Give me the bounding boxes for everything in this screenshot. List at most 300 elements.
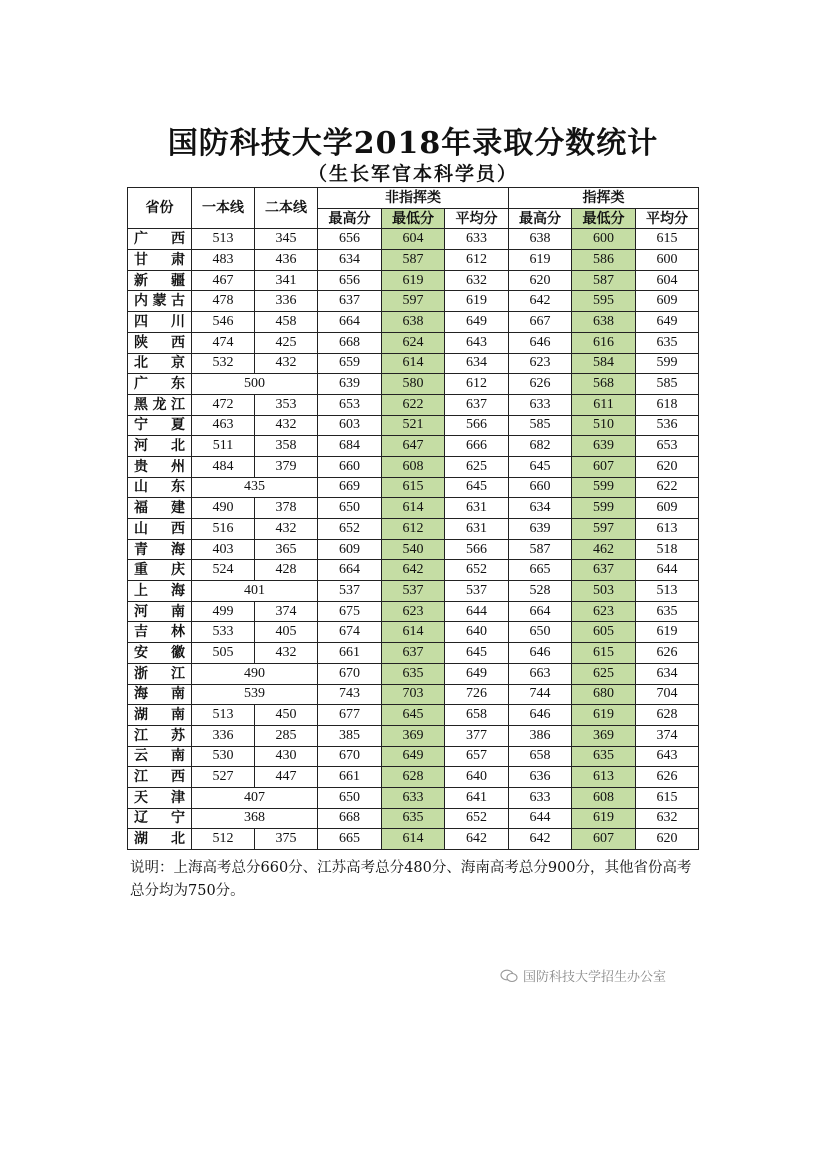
noncommand-avg-cell: 645 xyxy=(445,477,509,498)
line1-cell: 524 xyxy=(192,560,255,581)
command-avg-cell: 536 xyxy=(636,415,699,436)
noncommand-avg-cell: 566 xyxy=(445,539,509,560)
noncommand-min-cell: 628 xyxy=(382,767,445,788)
noncommand-max-cell: 675 xyxy=(318,601,382,622)
noncommand-min-cell: 645 xyxy=(382,705,445,726)
noncommand-max-cell: 668 xyxy=(318,808,382,829)
command-max-cell: 528 xyxy=(509,581,572,602)
command-avg-cell: 615 xyxy=(636,229,699,250)
noncommand-max-cell: 603 xyxy=(318,415,382,436)
table-row xyxy=(128,250,699,271)
noncommand-max-cell: 656 xyxy=(318,270,382,291)
line2-cell: 345 xyxy=(255,229,318,250)
command-min-cell: 623 xyxy=(572,601,636,622)
table-row xyxy=(128,581,699,602)
command-min-cell: 600 xyxy=(572,229,636,250)
province-cell: 山西 xyxy=(128,519,192,540)
command-avg-cell: 618 xyxy=(636,394,699,415)
noncommand-avg-cell: 377 xyxy=(445,725,509,746)
command-avg-cell: 518 xyxy=(636,539,699,560)
command-min-cell: 599 xyxy=(572,498,636,519)
line1-cell: 511 xyxy=(192,436,255,457)
header-a-min: 最低分 xyxy=(382,208,445,229)
line2-cell: 436 xyxy=(255,250,318,271)
noncommand-max-cell: 660 xyxy=(318,456,382,477)
line2-cell: 447 xyxy=(255,767,318,788)
header-line2: 二本线 xyxy=(255,188,318,229)
line2-cell: 374 xyxy=(255,601,318,622)
noncommand-avg-cell: 625 xyxy=(445,456,509,477)
table-row xyxy=(128,767,699,788)
noncommand-avg-cell: 726 xyxy=(445,684,509,705)
province-cell: 青海 xyxy=(128,539,192,560)
noncommand-min-cell: 580 xyxy=(382,374,445,395)
noncommand-avg-cell: 649 xyxy=(445,663,509,684)
line2-cell: 450 xyxy=(255,705,318,726)
header-b-avg: 平均分 xyxy=(636,208,699,229)
header-group-noncommand: 非指挥类 xyxy=(318,188,509,209)
noncommand-max-cell: 659 xyxy=(318,353,382,374)
header-row-1 xyxy=(128,188,699,209)
province-cell: 河北 xyxy=(128,436,192,457)
noncommand-avg-cell: 657 xyxy=(445,746,509,767)
province-cell: 江苏 xyxy=(128,725,192,746)
line2-cell: 285 xyxy=(255,725,318,746)
noncommand-avg-cell: 642 xyxy=(445,829,509,850)
line1-cell: 484 xyxy=(192,456,255,477)
command-avg-cell: 626 xyxy=(636,767,699,788)
header-b-min: 最低分 xyxy=(572,208,636,229)
command-avg-cell: 613 xyxy=(636,519,699,540)
command-min-cell: 599 xyxy=(572,477,636,498)
line2-cell: 432 xyxy=(255,519,318,540)
command-avg-cell: 628 xyxy=(636,705,699,726)
command-avg-cell: 626 xyxy=(636,643,699,664)
province-cell: 四川 xyxy=(128,312,192,333)
noncommand-avg-cell: 652 xyxy=(445,560,509,581)
line2-cell: 432 xyxy=(255,643,318,664)
province-cell: 贵州 xyxy=(128,456,192,477)
noncommand-min-cell: 638 xyxy=(382,312,445,333)
noncommand-max-cell: 684 xyxy=(318,436,382,457)
province-cell: 山东 xyxy=(128,477,192,498)
line2-cell: 379 xyxy=(255,456,318,477)
command-avg-cell: 620 xyxy=(636,829,699,850)
command-avg-cell: 704 xyxy=(636,684,699,705)
noncommand-min-cell: 604 xyxy=(382,229,445,250)
command-min-cell: 611 xyxy=(572,394,636,415)
noncommand-avg-cell: 640 xyxy=(445,622,509,643)
line2-cell: 365 xyxy=(255,539,318,560)
command-min-cell: 584 xyxy=(572,353,636,374)
command-avg-cell: 632 xyxy=(636,808,699,829)
line2-cell: 428 xyxy=(255,560,318,581)
table-row xyxy=(128,684,699,705)
command-max-cell: 633 xyxy=(509,394,572,415)
command-max-cell: 744 xyxy=(509,684,572,705)
table-row xyxy=(128,394,699,415)
command-max-cell: 658 xyxy=(509,746,572,767)
command-avg-cell: 620 xyxy=(636,456,699,477)
command-max-cell: 667 xyxy=(509,312,572,333)
command-min-cell: 608 xyxy=(572,787,636,808)
table-row xyxy=(128,353,699,374)
command-avg-cell: 609 xyxy=(636,498,699,519)
command-avg-cell: 604 xyxy=(636,270,699,291)
table-row xyxy=(128,519,699,540)
table-row xyxy=(128,415,699,436)
noncommand-max-cell: 670 xyxy=(318,663,382,684)
noncommand-min-cell: 521 xyxy=(382,415,445,436)
noncommand-max-cell: 670 xyxy=(318,746,382,767)
merged-line-cell: 539 xyxy=(192,684,318,705)
page-subtitle: （生长军官本科学员） xyxy=(307,163,518,185)
command-max-cell: 587 xyxy=(509,539,572,560)
noncommand-min-cell: 614 xyxy=(382,498,445,519)
province-cell: 湖南 xyxy=(128,705,192,726)
page-title: 国防科技大学2018年录取分数统计 xyxy=(167,126,659,161)
province-cell: 甘肃 xyxy=(128,250,192,271)
command-avg-cell: 374 xyxy=(636,725,699,746)
province-cell: 吉林 xyxy=(128,622,192,643)
noncommand-max-cell: 668 xyxy=(318,332,382,353)
noncommand-avg-cell: 631 xyxy=(445,498,509,519)
noncommand-max-cell: 639 xyxy=(318,374,382,395)
province-cell: 福建 xyxy=(128,498,192,519)
line1-cell: 463 xyxy=(192,415,255,436)
line1-cell: 513 xyxy=(192,705,255,726)
noncommand-avg-cell: 566 xyxy=(445,415,509,436)
noncommand-min-cell: 635 xyxy=(382,808,445,829)
table-row xyxy=(128,436,699,457)
command-max-cell: 638 xyxy=(509,229,572,250)
command-min-cell: 639 xyxy=(572,436,636,457)
header-b-max: 最高分 xyxy=(509,208,572,229)
command-min-cell: 369 xyxy=(572,725,636,746)
command-max-cell: 664 xyxy=(509,601,572,622)
command-avg-cell: 643 xyxy=(636,746,699,767)
command-avg-cell: 635 xyxy=(636,601,699,622)
noncommand-max-cell: 664 xyxy=(318,312,382,333)
command-min-cell: 616 xyxy=(572,332,636,353)
noncommand-max-cell: 665 xyxy=(318,829,382,850)
line1-cell: 472 xyxy=(192,394,255,415)
province-cell: 北京 xyxy=(128,353,192,374)
line2-cell: 425 xyxy=(255,332,318,353)
command-min-cell: 503 xyxy=(572,581,636,602)
table-row xyxy=(128,291,699,312)
merged-line-cell: 500 xyxy=(192,374,318,395)
line2-cell: 358 xyxy=(255,436,318,457)
noncommand-max-cell: 537 xyxy=(318,581,382,602)
table-row xyxy=(128,725,699,746)
province-cell: 内蒙古 xyxy=(128,291,192,312)
noncommand-min-cell: 614 xyxy=(382,829,445,850)
command-min-cell: 637 xyxy=(572,560,636,581)
noncommand-min-cell: 369 xyxy=(382,725,445,746)
noncommand-min-cell: 614 xyxy=(382,622,445,643)
command-min-cell: 607 xyxy=(572,829,636,850)
command-max-cell: 620 xyxy=(509,270,572,291)
line1-cell: 467 xyxy=(192,270,255,291)
line2-cell: 432 xyxy=(255,415,318,436)
noncommand-avg-cell: 631 xyxy=(445,519,509,540)
command-max-cell: 633 xyxy=(509,787,572,808)
command-min-cell: 619 xyxy=(572,808,636,829)
command-max-cell: 660 xyxy=(509,477,572,498)
province-cell: 江西 xyxy=(128,767,192,788)
line1-cell: 490 xyxy=(192,498,255,519)
noncommand-min-cell: 612 xyxy=(382,519,445,540)
command-avg-cell: 609 xyxy=(636,291,699,312)
noncommand-max-cell: 385 xyxy=(318,725,382,746)
table-row xyxy=(128,539,699,560)
command-max-cell: 644 xyxy=(509,808,572,829)
command-avg-cell: 513 xyxy=(636,581,699,602)
command-max-cell: 663 xyxy=(509,663,572,684)
line1-cell: 483 xyxy=(192,250,255,271)
table-body xyxy=(128,229,699,850)
noncommand-max-cell: 609 xyxy=(318,539,382,560)
table-row xyxy=(128,808,699,829)
noncommand-avg-cell: 612 xyxy=(445,250,509,271)
table-row xyxy=(128,746,699,767)
line1-cell: 533 xyxy=(192,622,255,643)
command-avg-cell: 653 xyxy=(636,436,699,457)
line1-cell: 532 xyxy=(192,353,255,374)
line1-cell: 505 xyxy=(192,643,255,664)
noncommand-min-cell: 587 xyxy=(382,250,445,271)
noncommand-max-cell: 653 xyxy=(318,394,382,415)
line1-cell: 516 xyxy=(192,519,255,540)
command-max-cell: 646 xyxy=(509,705,572,726)
table-row xyxy=(128,312,699,333)
province-cell: 陕西 xyxy=(128,332,192,353)
command-min-cell: 597 xyxy=(572,519,636,540)
line1-cell: 530 xyxy=(192,746,255,767)
command-max-cell: 642 xyxy=(509,291,572,312)
noncommand-max-cell: 677 xyxy=(318,705,382,726)
province-cell: 上海 xyxy=(128,581,192,602)
noncommand-avg-cell: 637 xyxy=(445,394,509,415)
table-row xyxy=(128,270,699,291)
table-row xyxy=(128,560,699,581)
table-row xyxy=(128,829,699,850)
header-line1: 一本线 xyxy=(192,188,255,229)
line1-cell: 336 xyxy=(192,725,255,746)
command-min-cell: 510 xyxy=(572,415,636,436)
table-row xyxy=(128,477,699,498)
province-cell: 安徽 xyxy=(128,643,192,664)
noncommand-max-cell: 664 xyxy=(318,560,382,581)
noncommand-avg-cell: 644 xyxy=(445,601,509,622)
command-max-cell: 585 xyxy=(509,415,572,436)
score-table xyxy=(127,187,699,850)
command-min-cell: 586 xyxy=(572,250,636,271)
noncommand-avg-cell: 640 xyxy=(445,767,509,788)
noncommand-max-cell: 650 xyxy=(318,498,382,519)
line1-cell: 527 xyxy=(192,767,255,788)
noncommand-min-cell: 537 xyxy=(382,581,445,602)
wechat-icon xyxy=(500,969,518,983)
command-max-cell: 639 xyxy=(509,519,572,540)
table-row xyxy=(128,498,699,519)
noncommand-avg-cell: 634 xyxy=(445,353,509,374)
command-min-cell: 462 xyxy=(572,539,636,560)
line2-cell: 432 xyxy=(255,353,318,374)
province-cell: 辽宁 xyxy=(128,808,192,829)
noncommand-max-cell: 637 xyxy=(318,291,382,312)
noncommand-max-cell: 661 xyxy=(318,767,382,788)
noncommand-avg-cell: 658 xyxy=(445,705,509,726)
province-cell: 浙江 xyxy=(128,663,192,684)
line2-cell: 378 xyxy=(255,498,318,519)
noncommand-avg-cell: 649 xyxy=(445,312,509,333)
line2-cell: 353 xyxy=(255,394,318,415)
header-a-max: 最高分 xyxy=(318,208,382,229)
command-min-cell: 613 xyxy=(572,767,636,788)
province-cell: 云南 xyxy=(128,746,192,767)
table-row xyxy=(128,229,699,250)
province-cell: 湖北 xyxy=(128,829,192,850)
header-group-command: 指挥类 xyxy=(509,188,699,209)
noncommand-avg-cell: 643 xyxy=(445,332,509,353)
table-row xyxy=(128,787,699,808)
noncommand-avg-cell: 666 xyxy=(445,436,509,457)
line2-cell: 375 xyxy=(255,829,318,850)
line1-cell: 403 xyxy=(192,539,255,560)
command-avg-cell: 619 xyxy=(636,622,699,643)
table-row xyxy=(128,705,699,726)
noncommand-max-cell: 661 xyxy=(318,643,382,664)
command-max-cell: 650 xyxy=(509,622,572,643)
watermark xyxy=(500,966,666,985)
noncommand-min-cell: 635 xyxy=(382,663,445,684)
province-cell: 重庆 xyxy=(128,560,192,581)
command-avg-cell: 600 xyxy=(636,250,699,271)
province-cell: 广东 xyxy=(128,374,192,395)
command-max-cell: 642 xyxy=(509,829,572,850)
line2-cell: 430 xyxy=(255,746,318,767)
command-avg-cell: 599 xyxy=(636,353,699,374)
noncommand-avg-cell: 537 xyxy=(445,581,509,602)
line1-cell: 478 xyxy=(192,291,255,312)
command-min-cell: 605 xyxy=(572,622,636,643)
noncommand-max-cell: 669 xyxy=(318,477,382,498)
noncommand-avg-cell: 619 xyxy=(445,291,509,312)
command-max-cell: 646 xyxy=(509,332,572,353)
table-row xyxy=(128,456,699,477)
noncommand-min-cell: 703 xyxy=(382,684,445,705)
line1-cell: 474 xyxy=(192,332,255,353)
noncommand-min-cell: 540 xyxy=(382,539,445,560)
command-max-cell: 682 xyxy=(509,436,572,457)
command-min-cell: 635 xyxy=(572,746,636,767)
noncommand-min-cell: 614 xyxy=(382,353,445,374)
line2-cell: 336 xyxy=(255,291,318,312)
merged-line-cell: 435 xyxy=(192,477,318,498)
command-max-cell: 386 xyxy=(509,725,572,746)
table-row xyxy=(128,332,699,353)
command-avg-cell: 634 xyxy=(636,663,699,684)
command-avg-cell: 649 xyxy=(636,312,699,333)
line1-cell: 499 xyxy=(192,601,255,622)
command-min-cell: 607 xyxy=(572,456,636,477)
province-cell: 海南 xyxy=(128,684,192,705)
table-row xyxy=(128,374,699,395)
merged-line-cell: 490 xyxy=(192,663,318,684)
province-cell: 广西 xyxy=(128,229,192,250)
noncommand-max-cell: 674 xyxy=(318,622,382,643)
command-max-cell: 623 xyxy=(509,353,572,374)
line2-cell: 405 xyxy=(255,622,318,643)
command-min-cell: 625 xyxy=(572,663,636,684)
noncommand-avg-cell: 632 xyxy=(445,270,509,291)
province-cell: 天津 xyxy=(128,787,192,808)
command-min-cell: 680 xyxy=(572,684,636,705)
command-max-cell: 619 xyxy=(509,250,572,271)
header-province: 省份 xyxy=(128,188,192,229)
line1-cell: 546 xyxy=(192,312,255,333)
noncommand-max-cell: 656 xyxy=(318,229,382,250)
table-row xyxy=(128,622,699,643)
noncommand-avg-cell: 645 xyxy=(445,643,509,664)
line1-cell: 512 xyxy=(192,829,255,850)
command-min-cell: 619 xyxy=(572,705,636,726)
command-max-cell: 645 xyxy=(509,456,572,477)
noncommand-min-cell: 624 xyxy=(382,332,445,353)
noncommand-avg-cell: 652 xyxy=(445,808,509,829)
noncommand-min-cell: 642 xyxy=(382,560,445,581)
table-row xyxy=(128,643,699,664)
merged-line-cell: 407 xyxy=(192,787,318,808)
command-avg-cell: 644 xyxy=(636,560,699,581)
command-avg-cell: 635 xyxy=(636,332,699,353)
noncommand-max-cell: 743 xyxy=(318,684,382,705)
noncommand-max-cell: 652 xyxy=(318,519,382,540)
noncommand-min-cell: 623 xyxy=(382,601,445,622)
command-max-cell: 626 xyxy=(509,374,572,395)
line2-cell: 458 xyxy=(255,312,318,333)
noncommand-max-cell: 650 xyxy=(318,787,382,808)
noncommand-avg-cell: 641 xyxy=(445,787,509,808)
noncommand-min-cell: 649 xyxy=(382,746,445,767)
noncommand-min-cell: 633 xyxy=(382,787,445,808)
watermark-text: 国防科技大学招生办公室 xyxy=(523,970,667,985)
command-max-cell: 665 xyxy=(509,560,572,581)
table-row xyxy=(128,663,699,684)
province-cell: 黑龙江 xyxy=(128,394,192,415)
header-a-avg: 平均分 xyxy=(445,208,509,229)
noncommand-avg-cell: 633 xyxy=(445,229,509,250)
command-max-cell: 636 xyxy=(509,767,572,788)
command-avg-cell: 585 xyxy=(636,374,699,395)
command-min-cell: 568 xyxy=(572,374,636,395)
command-max-cell: 646 xyxy=(509,643,572,664)
command-min-cell: 615 xyxy=(572,643,636,664)
command-min-cell: 587 xyxy=(572,270,636,291)
merged-line-cell: 368 xyxy=(192,808,318,829)
merged-line-cell: 401 xyxy=(192,581,318,602)
command-avg-cell: 622 xyxy=(636,477,699,498)
province-cell: 宁夏 xyxy=(128,415,192,436)
table-row xyxy=(128,601,699,622)
noncommand-min-cell: 608 xyxy=(382,456,445,477)
line1-cell: 513 xyxy=(192,229,255,250)
noncommand-min-cell: 597 xyxy=(382,291,445,312)
command-avg-cell: 615 xyxy=(636,787,699,808)
noncommand-min-cell: 622 xyxy=(382,394,445,415)
